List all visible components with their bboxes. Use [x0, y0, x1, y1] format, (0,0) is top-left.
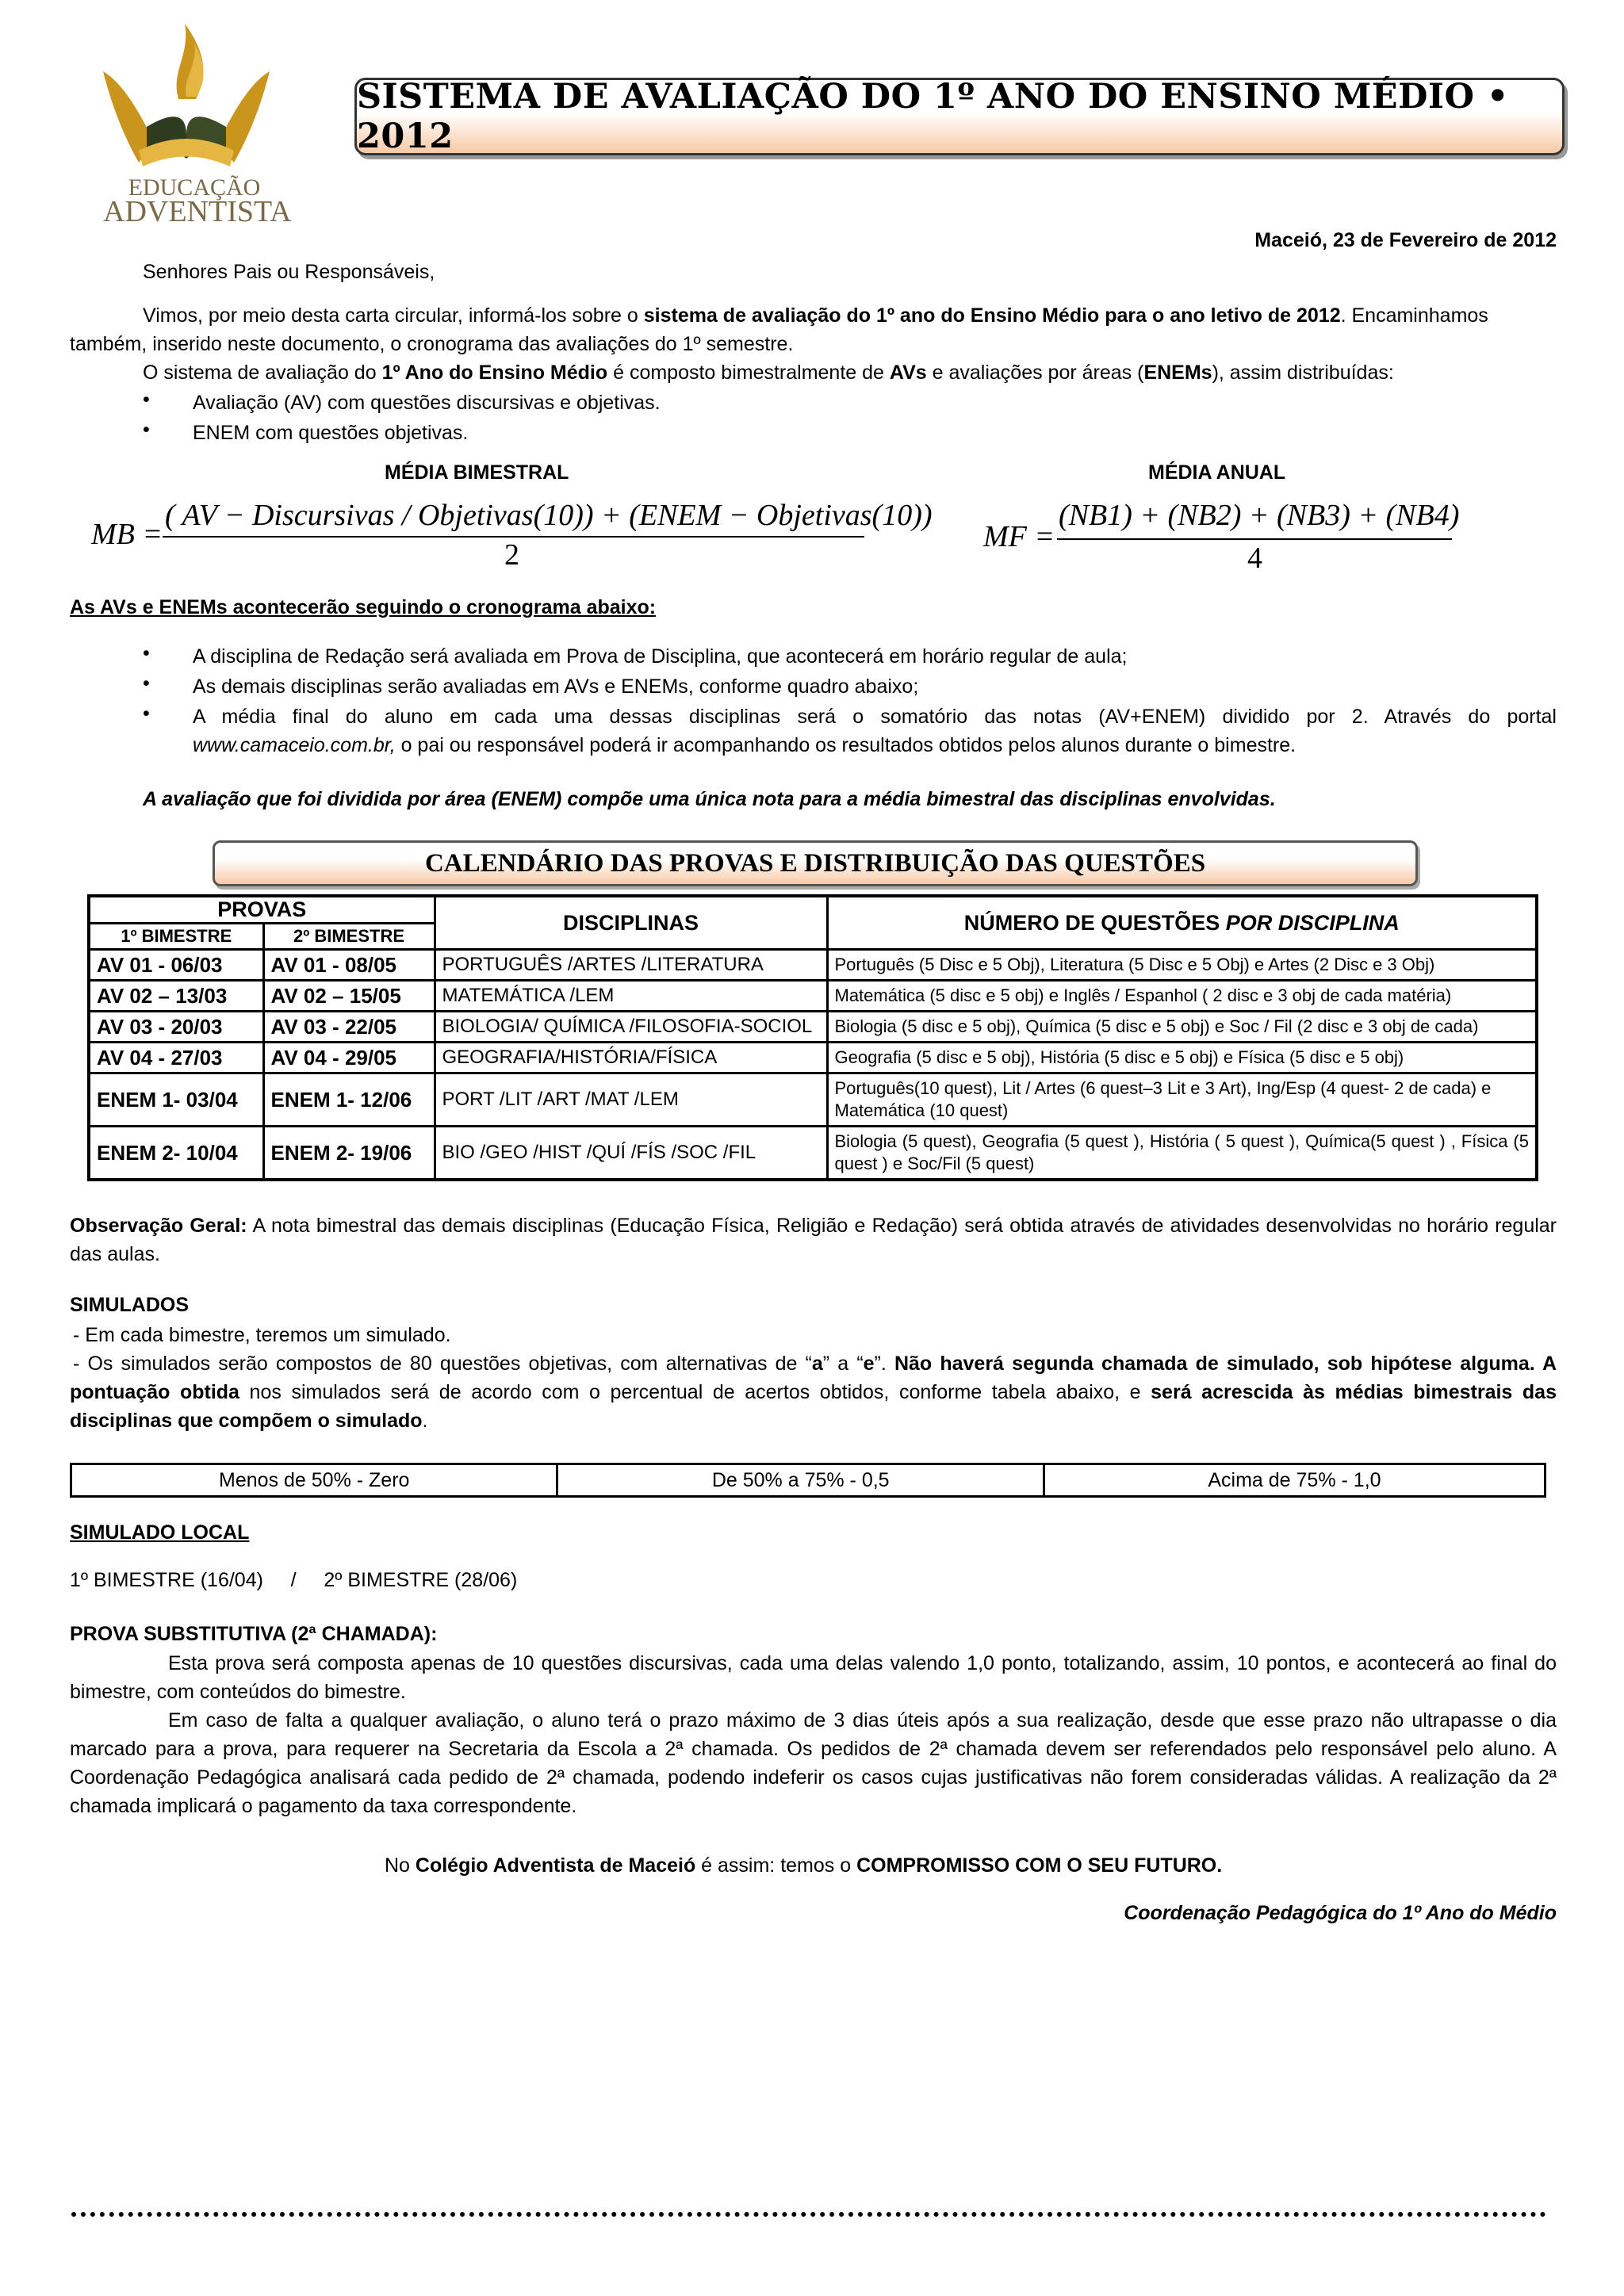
- score-50-75: De 50% a 75% - 0,5: [557, 1464, 1044, 1497]
- row-b2: AV 02 – 15/05: [263, 981, 435, 1012]
- closing-line: [385, 1851, 1222, 1880]
- media-final-rest: o pai ou responsável poderá ir acompanhando os resultados obtidos pelos alunos durante o bimestre.: [395, 734, 1297, 756]
- schedule-heading: As AVs e ENEMs acontecerão seguindo o cronograma abaixo:: [70, 596, 657, 618]
- score-below-50: Menos de 50% - Zero: [71, 1464, 557, 1497]
- table-row: [89, 1043, 1537, 1073]
- schedule-table: [87, 894, 1538, 1181]
- table-row: [71, 1464, 1545, 1497]
- row-b1: ENEM 2- 10/04: [89, 1127, 263, 1181]
- mf-numerator: (NB1) + (NB2) + (NB3) + (NB4): [1059, 499, 1460, 532]
- footer-dotted-divider: [71, 2212, 1546, 2217]
- simulado-local-dates: 1º BIMESTRE (16/04) / 2º BIMESTRE (28/06): [70, 1569, 518, 1591]
- row-b2: AV 04 - 29/05: [263, 1043, 435, 1073]
- logo-text-line2: ADVENTISTA: [103, 195, 292, 228]
- row-b2: AV 01 - 08/05: [263, 950, 435, 981]
- mb-denominator: 2: [504, 538, 519, 572]
- row-b1: AV 02 – 13/03: [89, 981, 263, 1012]
- closing-a: No: [385, 1854, 416, 1877]
- portal-link[interactable]: www.camaceio.com.br,: [193, 734, 396, 756]
- sim-text-e: ”.: [874, 1353, 894, 1375]
- header-num-b: POR DISCIPLINA: [1225, 910, 1400, 935]
- row-disc: GEOGRAFIA/HISTÓRIA/FÍSICA: [435, 1043, 827, 1073]
- sim-text-g: nos simulados será de acordo com o percentual de acertos obtidos, conforme tabela abaixo, e: [239, 1381, 1151, 1403]
- substitutiva-p1: Esta prova será composta apenas de 10 questões discursivas, cada uma delas valendo 1,0 ponto, totalizando, assim, 10 pontos, e acontecerá ao final do bimestre, com conteúdos do bimestre.: [70, 1652, 1557, 1703]
- row-disc: BIOLOGIA/ QUÍMICA /FILOSOFIA-SOCIOL: [435, 1012, 827, 1043]
- row-b1: AV 04 - 27/03: [89, 1043, 263, 1073]
- header-num-a: NÚMERO DE QUESTÕES: [963, 910, 1226, 935]
- logo-text-line1: EDUCAÇÃO: [128, 174, 261, 201]
- observacao-geral: [70, 1211, 1557, 1269]
- sim-text-i: .: [422, 1410, 428, 1432]
- table-row: [89, 1073, 1537, 1127]
- row-b1: ENEM 1- 03/04: [89, 1073, 263, 1127]
- system-text-c: é composto bimestralmente de: [607, 362, 890, 384]
- table-row: [89, 1127, 1537, 1181]
- system-text-b: 1º Ano do Ensino Médio: [381, 362, 608, 384]
- closing-d: COMPROMISSO COM O SEU FUTURO.: [856, 1854, 1223, 1877]
- sim-text-c: ” a “: [822, 1353, 864, 1375]
- substitutiva-heading: PROVA SUBSTITUTIVA (2ª CHAMADA):: [70, 1623, 438, 1645]
- media-final-line1: A média final do aluno em cada uma dessas disciplinas será o somatório das notas (AV+ENEM) dividido por 2. Através do portal: [193, 706, 1557, 728]
- row-b2: AV 03 - 22/05: [263, 1012, 435, 1043]
- header-bimestre-1: 1º BIMESTRE: [89, 924, 263, 950]
- intro-text-line2: também, inserido neste documento, o cronograma das avaliações do 1º semestre.: [70, 333, 794, 355]
- mb-numerator: ( AV − Discursivas / Objetivas(10)) + (ENEM − Objetivas(10)): [165, 499, 933, 532]
- row-num: Biologia (5 disc e 5 obj), Química (5 disc e 5 obj) e Soc / Fil (2 disc e 3 obj de cada): [827, 1012, 1537, 1043]
- calendar-title-box: [213, 840, 1418, 886]
- page-title: SISTEMA DE AVALIAÇÃO DO 1º ANO DO ENSINO MÉDIO • 2012: [357, 77, 1509, 156]
- mb-lhs: MB =: [91, 518, 163, 551]
- header-numero-questoes: [827, 896, 1537, 950]
- bullet-icon: •: [143, 702, 150, 725]
- bullet-enem: ENEM com questões objetivas.: [193, 422, 469, 444]
- row-b2: ENEM 2- 19/06: [263, 1127, 435, 1181]
- sim-text-f: Não haverá segunda chamada de simulado, sob hipótese alguma. A pontuação obtida: [70, 1353, 1557, 1403]
- bullet-icon: •: [143, 388, 150, 411]
- row-num: Matemática (5 disc e 5 obj) e Inglês / Espanhol ( 2 disc e 3 obj de cada matéria): [827, 981, 1537, 1012]
- mf-lhs: MF =: [983, 520, 1055, 553]
- mf-fraction-bar: [1057, 538, 1452, 540]
- educacao-adventista-logo: [91, 8, 297, 228]
- row-num: Português (5 Disc e 5 Obj), Literatura (5 Disc e 5 Obj) e Artes (2 Disc e 3 Obj): [827, 950, 1537, 981]
- row-disc: PORT /LIT /ART /MAT /LEM: [435, 1073, 827, 1127]
- closing-c: é assim: temos o: [695, 1854, 857, 1877]
- bullet-media-final: [193, 702, 1557, 760]
- signature: Coordenação Pedagógica do 1º Ano do Médio: [1124, 1902, 1557, 1924]
- header-provas: PROVAS: [89, 896, 435, 924]
- sim-text-d: e: [863, 1353, 875, 1375]
- row-num: Geografia (5 disc e 5 obj), História (5 disc e 5 obj) e Física (5 disc e 5 obj): [827, 1043, 1537, 1073]
- page-title-box: [354, 78, 1565, 155]
- row-num: Português(10 quest), Lit / Artes (6 quest–3 Lit e 3 Art), Ing/Esp (4 quest- 2 de cada) e Matemática (10 quest): [827, 1073, 1537, 1127]
- table-row: [89, 1012, 1537, 1043]
- bullet-redacao: A disciplina de Redação será avaliada em Prova de Disciplina, que acontecerá em horário regular de aula;: [193, 645, 1128, 668]
- score-above-75: Acima de 75% - 1,0: [1044, 1464, 1545, 1497]
- media-anual-label: MÉDIA ANUAL: [1148, 461, 1286, 484]
- system-text-e: e avaliações por áreas (: [926, 362, 1144, 384]
- header-bimestre-2: 2º BIMESTRE: [263, 924, 435, 950]
- enem-note: A avaliação que foi dividida por área (ENEM) compõe uma única nota para a média bimestral das disciplinas envolvidas.: [143, 788, 1276, 810]
- bullet-icon: •: [143, 672, 150, 695]
- bullet-icon: •: [143, 419, 150, 441]
- observacao-label: Observação Geral:: [70, 1215, 247, 1237]
- simulados-line1: - Em cada bimestre, teremos um simulado.: [73, 1324, 451, 1346]
- observacao-text: A nota bimestral das demais disciplinas (Educação Física, Religião e Redação) será obtida através de atividades desenvolvidas no horário regular das aulas.: [70, 1215, 1557, 1265]
- row-b1: AV 03 - 20/03: [89, 1012, 263, 1043]
- media-bimestral-label: MÉDIA BIMESTRAL: [385, 461, 569, 484]
- system-text-a: O sistema de avaliação do: [143, 362, 382, 384]
- bullet-icon: •: [143, 642, 150, 664]
- row-num: Biologia (5 quest), Geografia (5 quest ), História ( 5 quest ), Química(5 quest ) , Física (5 quest ) e Soc/Fil (5 quest): [827, 1127, 1537, 1181]
- bullet-demais: As demais disciplinas serão avaliadas em AVs e ENEMs, conforme quadro abaixo;: [193, 675, 919, 698]
- row-disc: PORTUGUÊS /ARTES /LITERATURA: [435, 950, 827, 981]
- simulado-local-heading: SIMULADO LOCAL: [70, 1521, 250, 1544]
- row-b2: ENEM 1- 12/06: [263, 1073, 435, 1127]
- place-date: Maceió, 23 de Fevereiro de 2012: [1254, 229, 1557, 251]
- intro-text-b: sistema de avaliação do 1º ano do Ensino Médio para o ano letivo de 2012: [643, 304, 1341, 327]
- row-disc: MATEMÁTICA /LEM: [435, 981, 827, 1012]
- mf-denominator: 4: [1247, 541, 1262, 575]
- table-row: [89, 950, 1537, 981]
- system-text-d: AVs: [889, 362, 927, 384]
- intro-text-c: . Encaminhamos: [1340, 304, 1488, 327]
- simulados-line2: [70, 1349, 1557, 1435]
- calendar-title: CALENDÁRIO DAS PROVAS E DISTRIBUIÇÃO DAS QUESTÕES: [424, 848, 1206, 878]
- substitutiva-p2: Em caso de falta a qualquer avaliação, o aluno terá o prazo máximo de 3 dias úteis após a sua realização, desde que esse prazo não ultrapasse o dia marcado para a prova, para requerer na Secretaria da Escola a 2ª chamada. Os pedidos de 2ª chamada devem ser referendados pelo responsável pelo aluno. A Coordenação Pedagógica analisará cada pedido de 2ª chamada, podendo indeferir os casos cujas justificativas não forem consideradas válidas. A realização da 2ª chamada implicará o pagamento da taxa correspondente.: [70, 1709, 1557, 1817]
- sim-text-a: - Os simulados serão compostos de 80 questões objetivas, com alternativas de “: [73, 1353, 812, 1375]
- system-text-g: ), assim distribuídas:: [1212, 362, 1394, 384]
- sim-text-b: a: [811, 1353, 823, 1375]
- simulados-heading: SIMULADOS: [70, 1294, 189, 1316]
- header-disciplinas: DISCIPLINAS: [435, 896, 827, 950]
- intro-paragraph: [70, 301, 1557, 387]
- scores-table: [70, 1463, 1546, 1498]
- sim-text-h: será acrescida às médias bimestrais das disciplinas que compõem o simulado: [70, 1381, 1557, 1432]
- salutation: Senhores Pais ou Responsáveis,: [143, 261, 435, 283]
- bullet-av: Avaliação (AV) com questões discursivas e objetivas.: [193, 392, 661, 414]
- row-disc: BIO /GEO /HIST /QUÍ /FÍS /SOC /FIL: [435, 1127, 827, 1181]
- table-row: [89, 981, 1537, 1012]
- row-b1: AV 01 - 06/03: [89, 950, 263, 981]
- system-text-f: ENEMs: [1143, 362, 1212, 384]
- intro-text-a: Vimos, por meio desta carta circular, informá-los sobre o: [143, 304, 644, 327]
- closing-b: Colégio Adventista de Maceió: [415, 1854, 696, 1877]
